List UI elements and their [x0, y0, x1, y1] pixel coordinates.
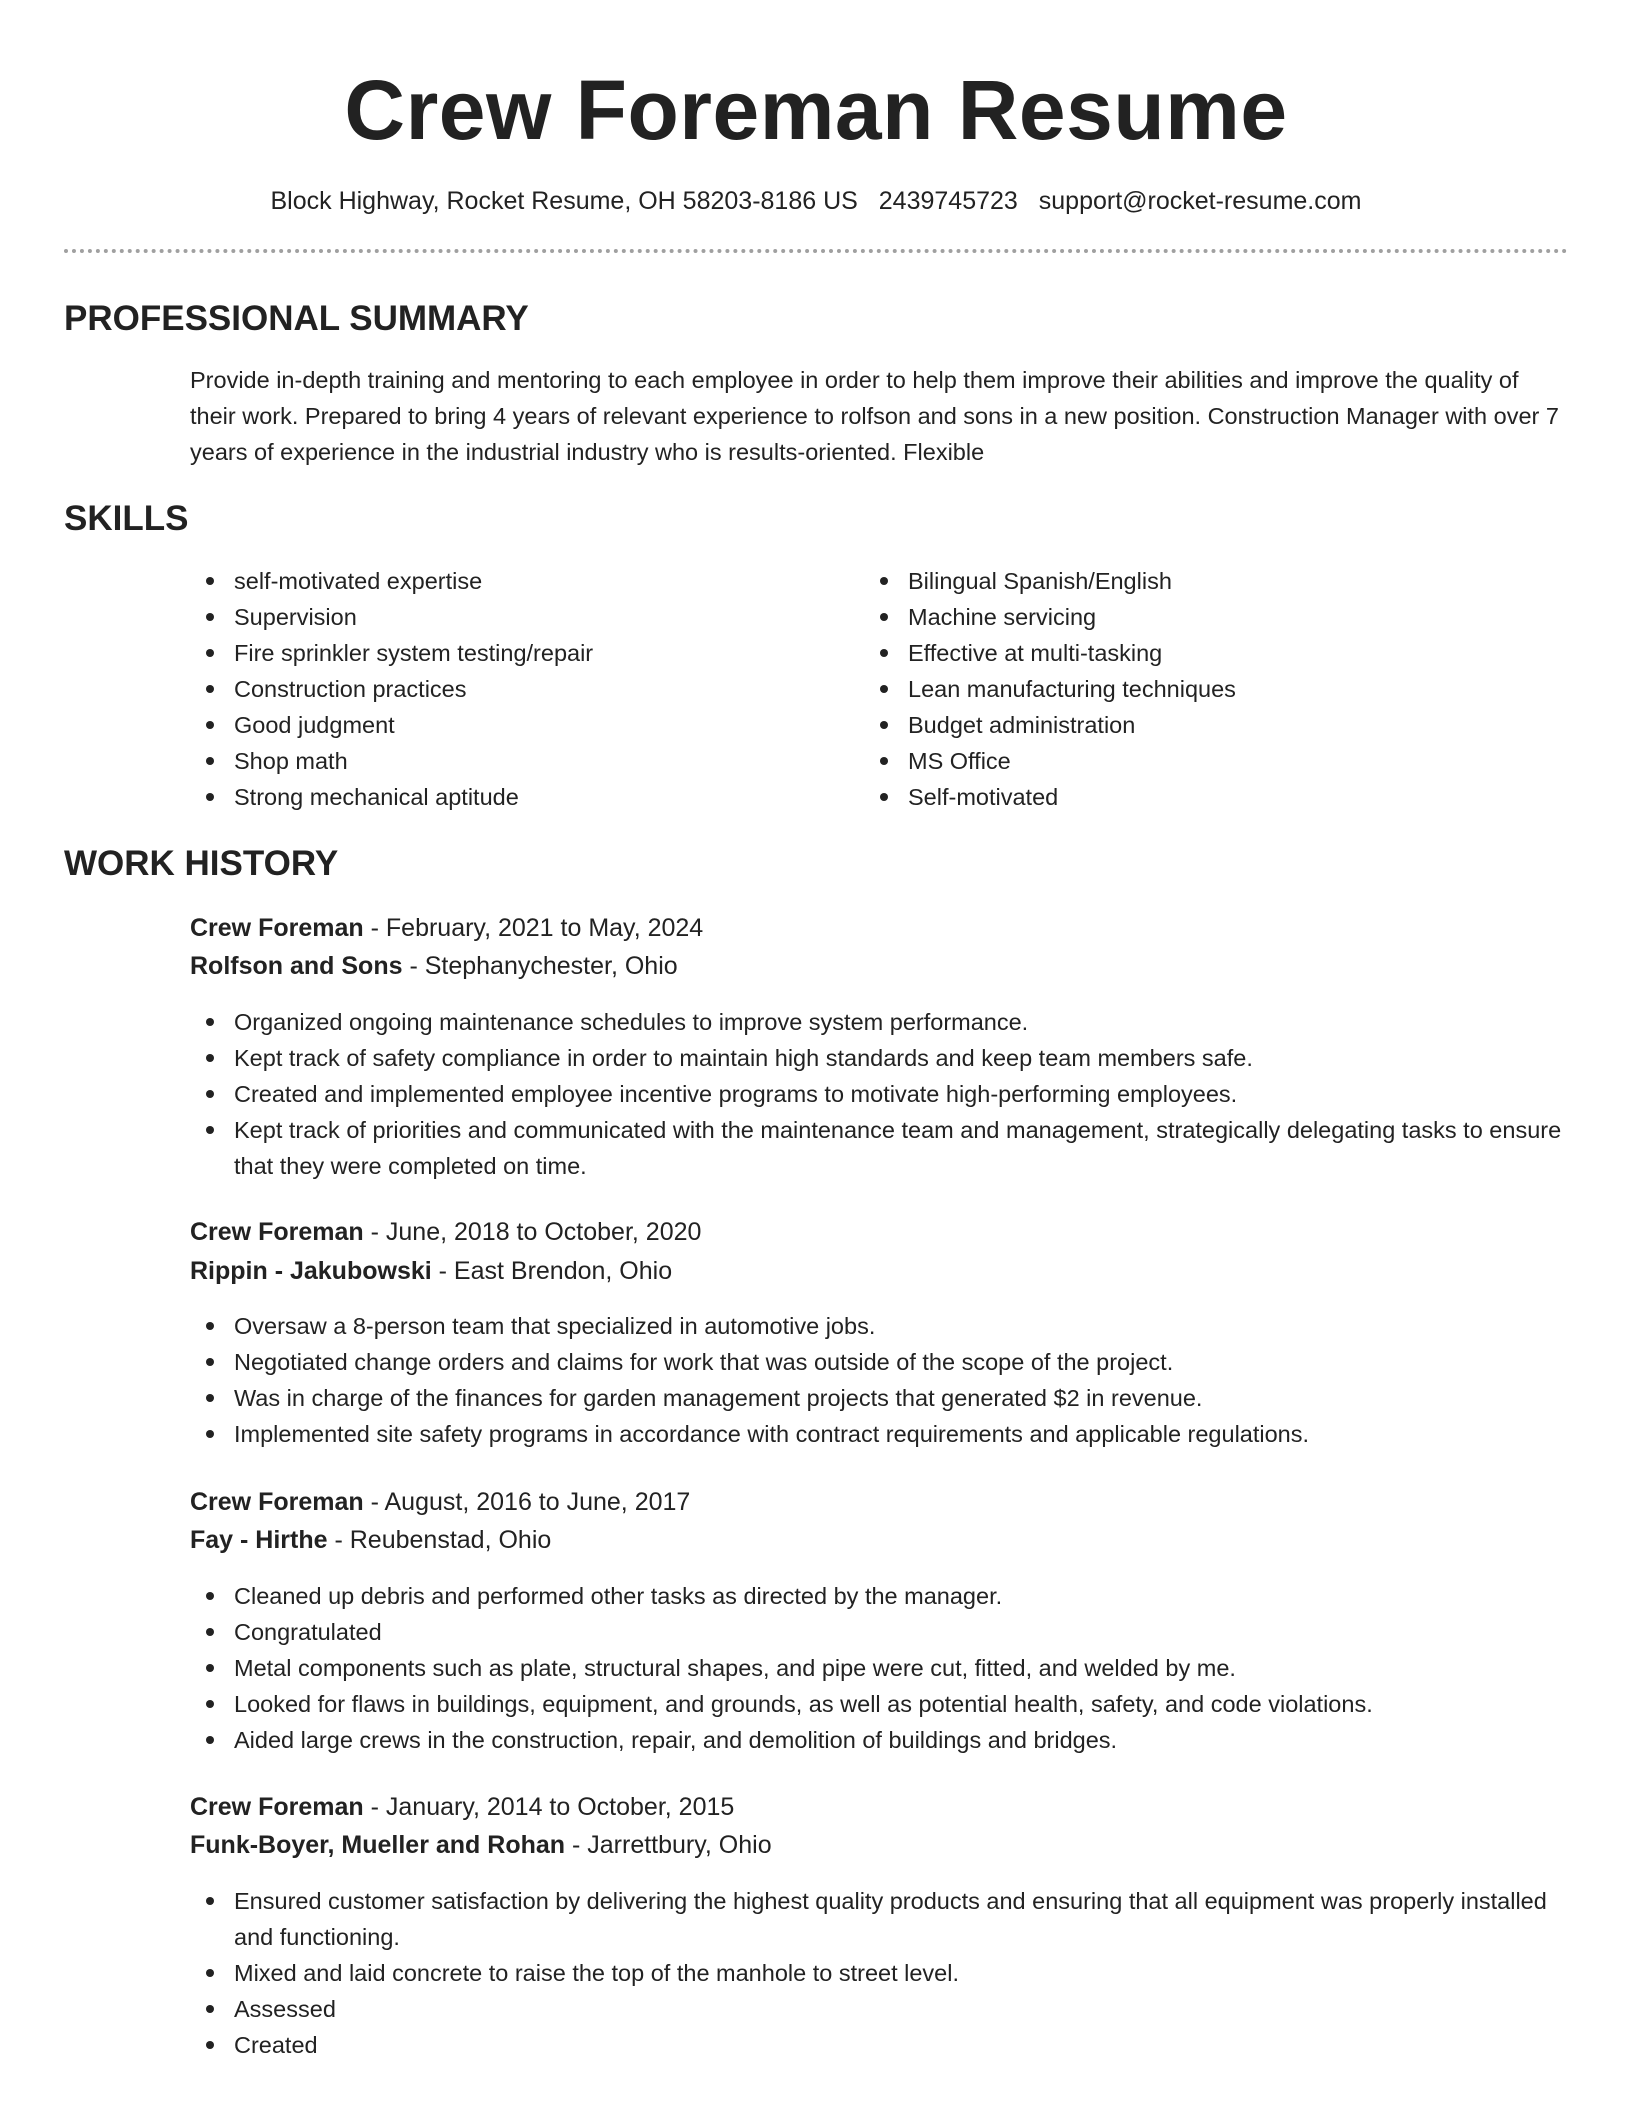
work-heading: WORK HISTORY — [64, 844, 339, 883]
job-dates: - August, 2016 to June, 2017 — [363, 1488, 691, 1516]
skill-item: self-motivated expertise — [190, 563, 860, 599]
header-divider — [64, 249, 1568, 253]
job-duty: Kept track of priorities and communicated with the maintenance team and management, strategically delegating tasks to ensure that they were completed on time. — [190, 1112, 1568, 1184]
job-duty: Cleaned up debris and performed other tasks as directed by the manager. — [190, 1578, 1568, 1614]
job-duty: Mixed and laid concrete to raise the top of the manhole to street level. — [190, 1955, 1568, 1991]
job-title-line — [190, 1789, 734, 1825]
summary-heading: PROFESSIONAL SUMMARY — [64, 299, 529, 338]
skills-left-list — [190, 563, 860, 815]
job-duties — [190, 1578, 1568, 1758]
skill-item: Bilingual Spanish/English — [864, 563, 1564, 599]
skill-item: Strong mechanical aptitude — [190, 779, 860, 815]
job-company: Fay - Hirthe — [190, 1526, 328, 1554]
job-dates: - February, 2021 to May, 2024 — [363, 914, 704, 942]
job-duty: Kept track of safety compliance in order to maintain high standards and keep team members safe. — [190, 1040, 1568, 1076]
job-location: - Jarrettbury, Ohio — [565, 1831, 772, 1859]
job-company-line — [190, 948, 678, 984]
skill-item: Construction practices — [190, 671, 860, 707]
job-role: Crew Foreman — [190, 1218, 364, 1246]
job-duty: Metal components such as plate, structural shapes, and pipe were cut, fitted, and welded by me. — [190, 1650, 1568, 1686]
contact-line — [64, 184, 1568, 218]
skill-item: Shop math — [190, 743, 860, 779]
skill-item: MS Office — [864, 743, 1564, 779]
job-title-line — [190, 1214, 701, 1250]
skill-item: Effective at multi-tasking — [864, 635, 1564, 671]
job-title-line — [190, 1484, 690, 1520]
job-location: - Reubenstad, Ohio — [327, 1526, 552, 1554]
skill-item: Self-motivated — [864, 779, 1564, 815]
contact-email: support@rocket-resume.com — [1038, 187, 1362, 215]
job-role: Crew Foreman — [190, 1488, 364, 1516]
skills-heading: SKILLS — [64, 499, 189, 538]
job-company-line — [190, 1522, 551, 1558]
resume-title: Crew Foreman Resume — [344, 63, 1288, 157]
job-location: - East Brendon, Ohio — [431, 1257, 673, 1285]
skills-left-column — [190, 563, 860, 815]
skill-item: Good judgment — [190, 707, 860, 743]
job-duties — [190, 1004, 1568, 1184]
resume-page — [64, 0, 1568, 2058]
job-company-line — [190, 1253, 672, 1289]
job-title-line — [190, 910, 703, 946]
job-dates: - January, 2014 to October, 2015 — [363, 1793, 735, 1821]
skill-item: Lean manufacturing techniques — [864, 671, 1564, 707]
job-company-line — [190, 1827, 772, 1863]
job-company: Funk-Boyer, Mueller and Rohan — [190, 1831, 566, 1859]
job-duty: Implemented site safety programs in accordance with contract requirements and applicable regulations. — [190, 1416, 1568, 1452]
job-duty: Created — [190, 2027, 1568, 2063]
job-dates: - June, 2018 to October, 2020 — [363, 1218, 702, 1246]
job-duty: Aided large crews in the construction, repair, and demolition of buildings and bridges. — [190, 1722, 1568, 1758]
job-company: Rippin - Jakubowski — [190, 1257, 432, 1285]
job-duties — [190, 1883, 1568, 2063]
job-duty: Ensured customer satisfaction by delivering the highest quality products and ensuring that all equipment was properly installed and functioning. — [190, 1883, 1568, 1955]
skills-right-column — [864, 563, 1564, 815]
skill-item: Budget administration — [864, 707, 1564, 743]
job-location: - Stephanychester, Ohio — [402, 952, 678, 980]
job-company: Rolfson and Sons — [190, 952, 403, 980]
job-duty: Oversaw a 8-person team that specialized in automotive jobs. — [190, 1308, 1568, 1344]
job-duty: Negotiated change orders and claims for work that was outside of the scope of the project. — [190, 1344, 1568, 1380]
job-duty: Was in charge of the finances for garden management projects that generated $2 in revenue. — [190, 1380, 1568, 1416]
contact-address: Block Highway, Rocket Resume, OH 58203-8186 US — [270, 187, 858, 215]
job-role: Crew Foreman — [190, 1793, 364, 1821]
job-duty: Looked for flaws in buildings, equipment, and grounds, as well as potential health, safety, and code violations. — [190, 1686, 1568, 1722]
skill-item: Machine servicing — [864, 599, 1564, 635]
skills-right-list — [864, 563, 1564, 815]
job-duty: Organized ongoing maintenance schedules to improve system performance. — [190, 1004, 1568, 1040]
job-duty: Assessed — [190, 1991, 1568, 2027]
skill-item: Fire sprinkler system testing/repair — [190, 635, 860, 671]
job-duty: Congratulated — [190, 1614, 1568, 1650]
contact-phone: 2439745723 — [878, 187, 1018, 215]
skill-item: Supervision — [190, 599, 860, 635]
job-duty: Created and implemented employee incentive programs to motivate high-performing employees. — [190, 1076, 1568, 1112]
job-role: Crew Foreman — [190, 914, 364, 942]
job-duties — [190, 1308, 1568, 1452]
summary-text: Provide in-depth training and mentoring to each employee in order to help them improve their abilities and improve the quality of their work. Prepared to bring 4 years of relevant experience to rolfson and sons in a new position. Construction Manager with over 7 years of experience in the industrial industry who is results-oriented. Flexible — [190, 367, 1559, 465]
